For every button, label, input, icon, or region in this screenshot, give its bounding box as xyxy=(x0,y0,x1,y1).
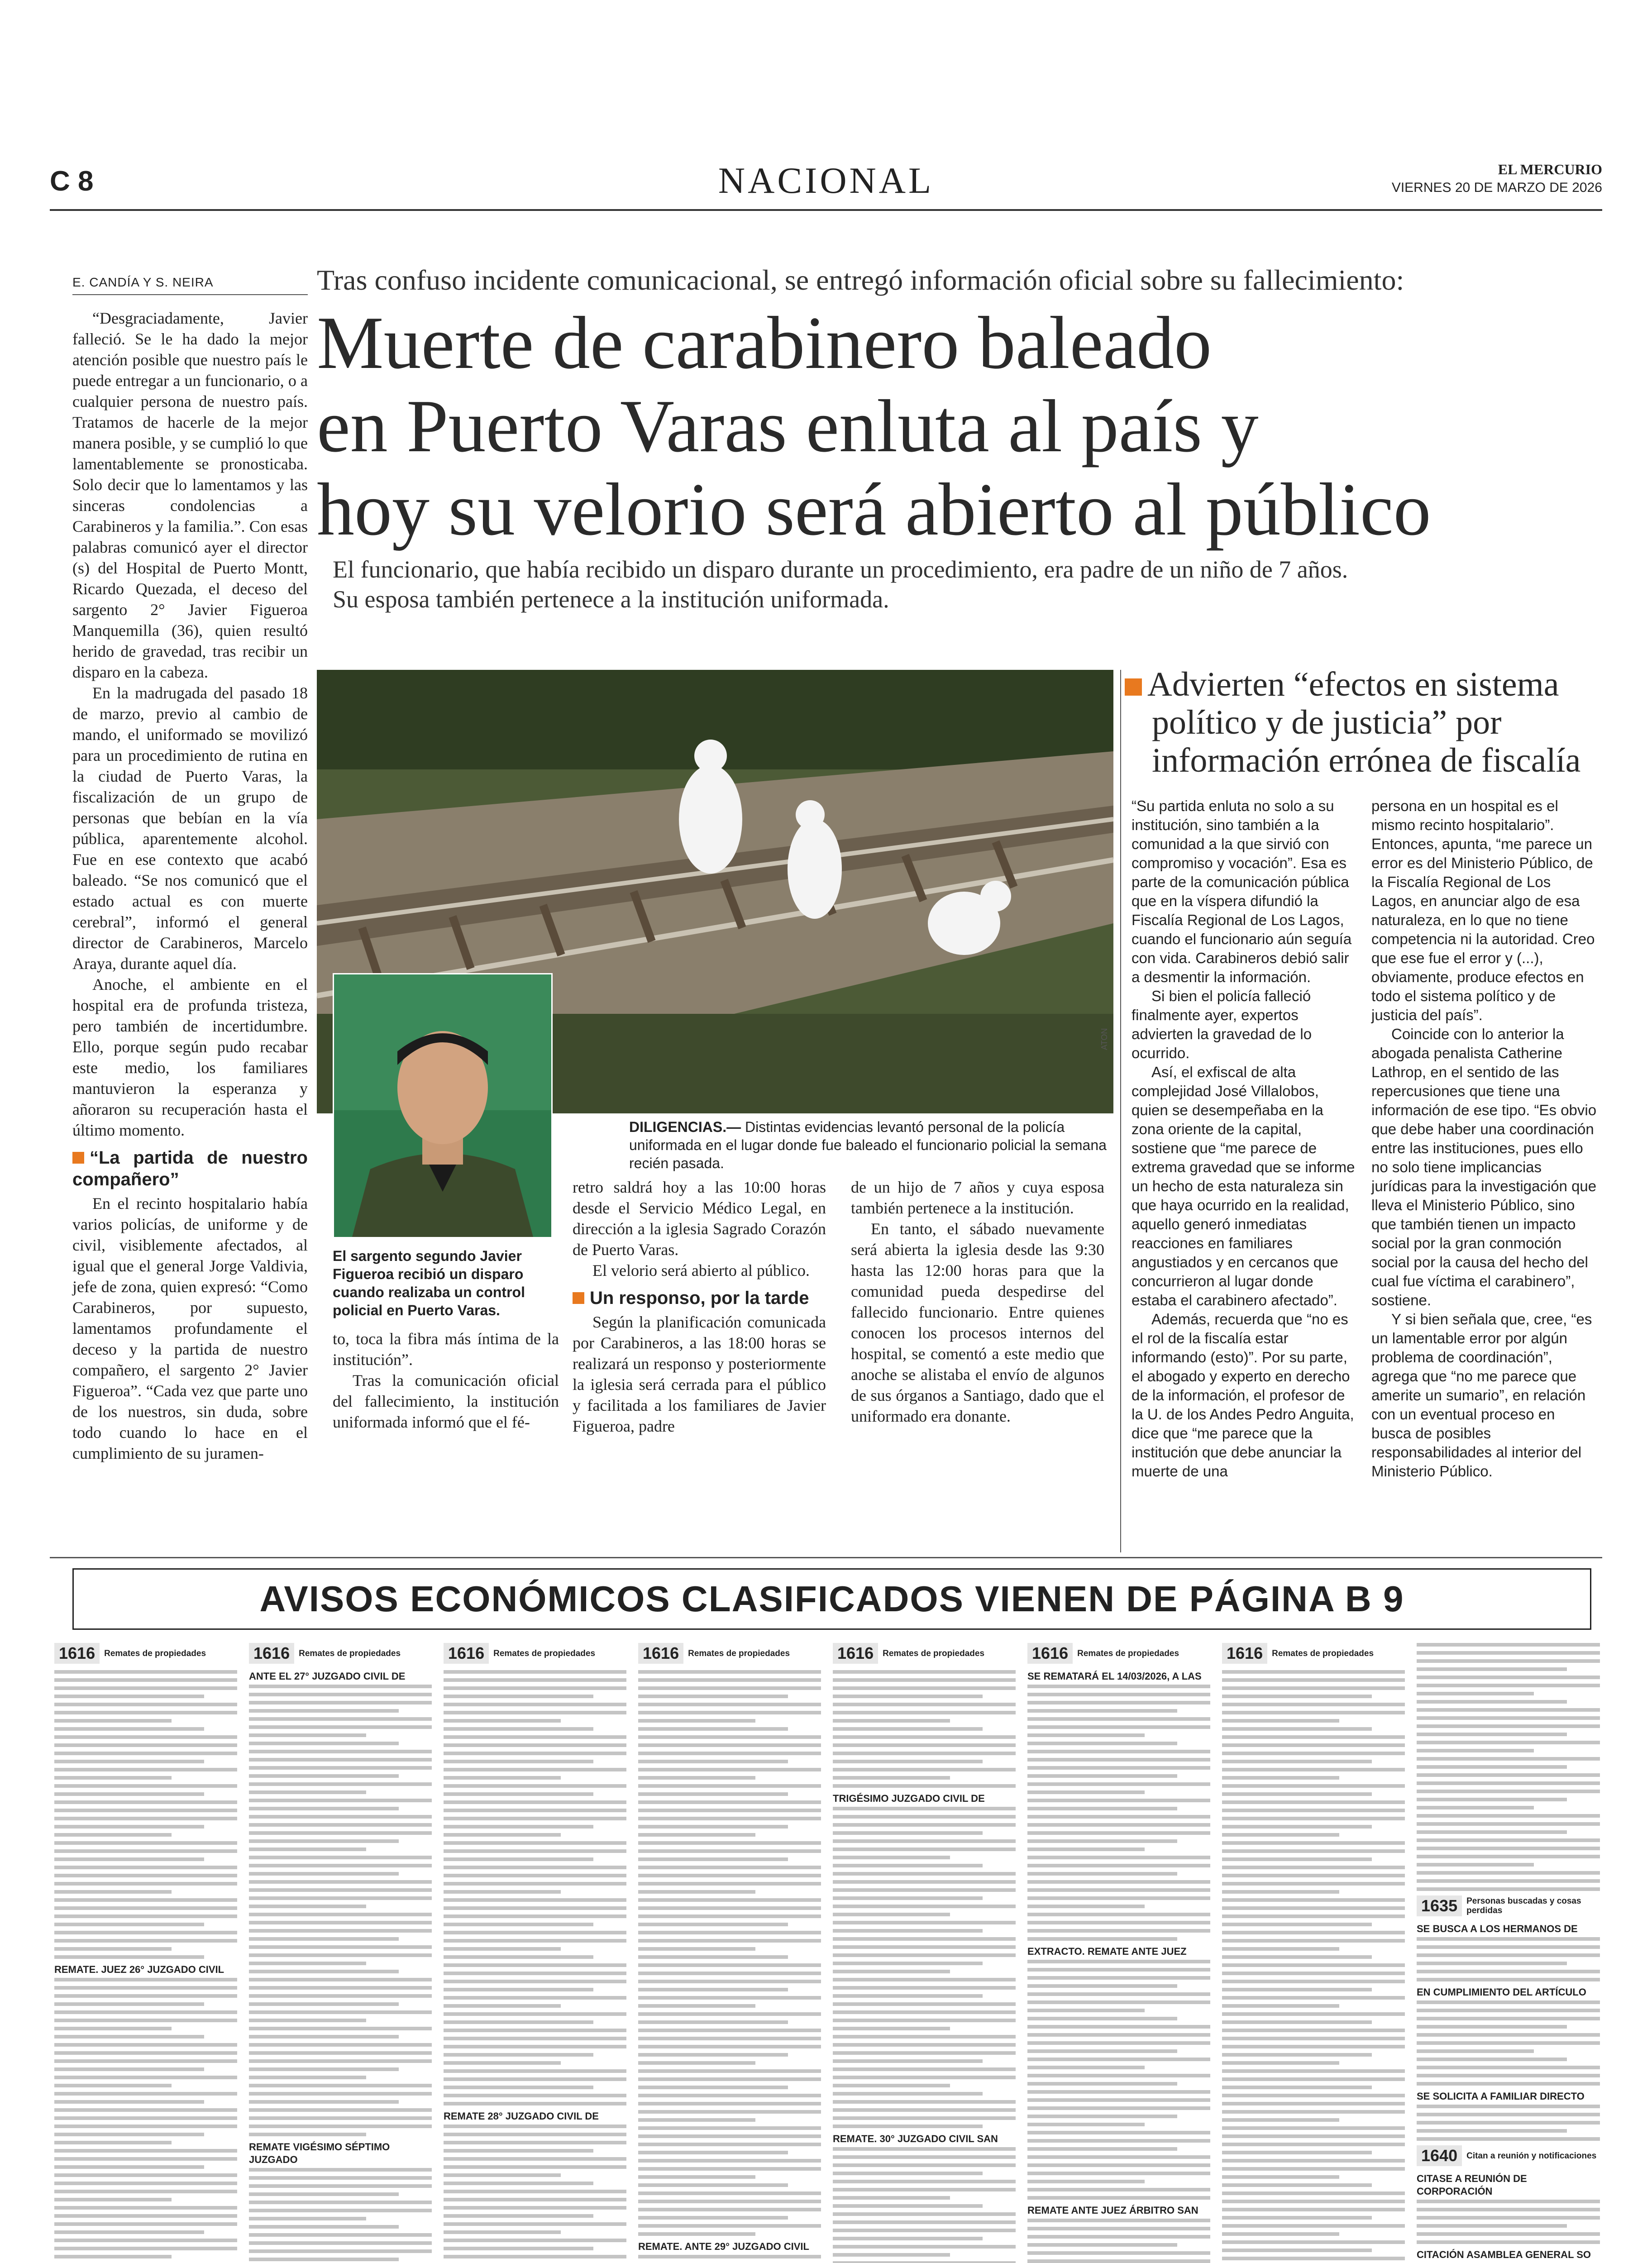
headline-line-1: Muerte de carabinero baleado xyxy=(317,301,1212,384)
category-header: 1640 Citan a reunión y notificaciones xyxy=(1417,2145,1600,2166)
category-header: 1616 Remates de propiedades xyxy=(833,1643,1016,1664)
caption-text: Distintas evidencias levantó personal de la policía uniformada en el lugar donde fue baleado el funcionario policial la semana recién pasada. xyxy=(629,1119,1107,1171)
paragraph: Según la planificación comunicada por Carabineros, a las 18:00 horas se realizará un responso y posteriormente la iglesia será cerrada para el público y facilitada a los familiares de Javier Figueroa, padre xyxy=(573,1313,826,1435)
classified-column xyxy=(54,1643,237,2263)
byline: E. CANDÍA Y S. NEIRA xyxy=(72,275,214,289)
orange-square-icon xyxy=(573,1292,584,1304)
deck-line-2: Su esposa también pertenece a la institución uniformada. xyxy=(333,586,889,613)
paragraph: “Desgraciadamente, Javier falleció. Se le ha dado la mejor atención posible que nuestro país le puede entregar a un funcionario, o a cualquier persona de nuestro país. Tratamos de hacerle de la mejor manera posible, y se cumplió lo que lamentablemente se pronosticaba. Solo decir que lo lamentamos y las sinceras condolencias a Carabineros y la familia.”. Con esas palabras comunicó ayer el director (s) del Hospital de Puerto Montt, Ricardo Quezada, el deceso del sargento 2° Javier Figueroa Manquemilla (36), quien resultó herido de gravedad, tras recibir un disparo en la cabeza. xyxy=(72,309,308,681)
article-bottom-rule xyxy=(50,1557,1602,1558)
sidebar-column-b xyxy=(1371,797,1598,1481)
category-header: 1616 Remates de propiedades xyxy=(1027,1643,1210,1664)
classified-text-block xyxy=(1027,1685,1210,1941)
classified-text-block xyxy=(249,1685,432,2136)
photo-caption xyxy=(629,1118,1109,1172)
classified-column-last xyxy=(1417,1643,1600,2263)
classified-entry-title: SE REMATARÁ EL 14/03/2026, A LAS xyxy=(1027,1671,1202,1682)
classified-entry-title: EXTRACTO. REMATE ANTE JUEZ xyxy=(1027,1946,1187,1957)
section-title: NACIONAL xyxy=(718,160,934,201)
paragraph: Anoche, el ambiente en el hospital era de profunda tristeza, pero también de incertidumbre. Ello, porque según pudo recabar este medio, los familiares mantuvieron la esperanza y añoraron su recuperación hasta el último momento. xyxy=(72,975,308,1139)
article-headline xyxy=(317,301,1431,551)
article-deck xyxy=(333,554,1348,614)
orange-square-icon xyxy=(72,1152,84,1164)
classified-text-block xyxy=(444,2125,626,2263)
classified-entry-title: CITASE A REUNIÓN DE CORPORACIÓN xyxy=(1417,2173,1527,2197)
classified-text-block xyxy=(1027,1960,1210,2200)
classified-entry-title: REMATE. 30° JUZGADO CIVIL SAN xyxy=(833,2133,998,2144)
classified-text-block xyxy=(1027,2219,1210,2263)
classified-text-block xyxy=(638,2255,821,2263)
newspaper-name: EL MERCURIO xyxy=(1498,161,1602,177)
paragraph: En tanto, el sábado nuevamente será abierta la iglesia desde las 9:30 hasta las 12:00 horas para que la comunidad pueda despedirse del fallecido funcionario. Entre quienes conocen los procesos internos del hospital, se comentó a este medio que anoche se alistaba el envío de algunos de sus órganos a Santiago, dado que el uniformado era donante. xyxy=(851,1220,1104,1425)
category-header: 1616 Remates de propiedades xyxy=(54,1643,237,1664)
category-header: 1616 Remates de propiedades xyxy=(1222,1643,1405,1664)
photo-credit: ATON xyxy=(1100,1028,1109,1050)
classified-text-block xyxy=(1417,1937,1600,1981)
classified-text-block xyxy=(1417,2200,1600,2244)
paragraph: persona en un hospital es el mismo recinto hospitalario”. Entonces, apunta, “me parece un error es del Ministerio Público, de la Fiscalía Regional de Los Lagos, en anunciar algo de esa naturaleza, en lo que no tiene competencia ni la autoridad. Creo que ese fue el error y (...), obviamente, produce efectos en todo el sistema político y de justicia del país”. xyxy=(1371,797,1595,1023)
paragraph: Así, el exfiscal de alta complejidad José Villalobos, quien se desempeñaba en la zona oriente de la capital, sostiene que “me parece de extrema gravedad que se informe un hecho de esta naturaleza sin que haya ocurrido en la realidad, aquello generó inmediatas reacciones en familiares angustiados y en cercanos que concurrieron al lugar donde estaba el carabinero afectado”. xyxy=(1132,1064,1355,1308)
classified-text-block xyxy=(638,1670,821,2236)
paragraph: Coincide con lo anterior la abogada penalista Catherine Lathrop, en el sentido de las repercusiones que tiene una información de ese tipo. “Es obvio que debe haber una coordinación entre las instituciones, pues ello no solo tiene implicancias jurídicas para la investigación que lleva el Ministerio Público, sino que también tienen un impacto social por la gran conmoción social por la causa del hecho del cual fue víctima el carabinero”, sostiene. xyxy=(1371,1026,1597,1308)
article-column-1 xyxy=(72,308,308,1548)
classified-entry-title: REMATE. ANTE 29° JUZGADO CIVIL xyxy=(638,2241,809,2252)
paragraph: El velorio será abierto al público. xyxy=(592,1261,810,1280)
orange-square-icon xyxy=(1125,678,1142,696)
headline-line-2: en Puerto Varas enluta al país y xyxy=(317,384,1259,468)
sidebar-divider xyxy=(1120,670,1121,1552)
classified-text-block xyxy=(1417,2000,1600,2086)
headline-line-3: hoy su velorio será abierto al público xyxy=(317,468,1431,551)
category-header: 1635 Personas buscadas y cosas perdidas xyxy=(1417,1895,1600,1916)
subheading: “La partida de nuestro compañero” xyxy=(72,1148,308,1189)
article-column-3 xyxy=(573,1177,826,1437)
category-header: 1616 Remates de propiedades xyxy=(249,1643,432,1664)
portrait-caption: El sargento segundo Javier Figueroa recibió un disparo cuando realizaba un control policial en Puerto Varas. xyxy=(333,1248,525,1318)
sidebar-column-a xyxy=(1132,797,1358,1481)
classified-text-block xyxy=(833,1807,1016,2128)
article-column-2 xyxy=(333,1328,559,1432)
paragraph: “Su partida enluta no solo a su institución, sino también a la comunidad a la que sirvió con compromiso y vocación”. Esa es parte de la comunicación pública que en la víspera difundió la Fiscalía Regional de Los Lagos, cuando el funcionario aún seguía con vida. Carabineros debió salir a desmentir la información. xyxy=(1132,797,1352,985)
classified-column xyxy=(638,1643,821,2263)
classified-entry-title: REMATE 28° JUZGADO CIVIL DE xyxy=(444,2110,599,2122)
sidebar-headline: Advierten “efectos en sistema político y de justicia” por información errónea de fiscalía xyxy=(1152,665,1595,779)
classified-entry-title: REMATE VIGÉSIMO SÉPTIMO JUZGADO xyxy=(249,2141,390,2165)
article-kicker: Tras confuso incidente comunicacional, se entregó información oficial sobre su fallecimiento: xyxy=(317,264,1404,296)
classified-column xyxy=(1027,1643,1210,2263)
classified-entry-title: TRIGÉSIMO JUZGADO CIVIL DE xyxy=(833,1793,985,1804)
classified-text-block xyxy=(54,1978,237,2263)
classified-text-block xyxy=(249,2168,432,2263)
subheading: Un responso, por la tarde xyxy=(573,1287,826,1309)
caption-label: DILIGENCIAS.— xyxy=(629,1119,741,1135)
portrait-photo xyxy=(333,973,553,1238)
paragraph: Además, recuerda que “no es el rol de la fiscalía estar informando (esto)”. Por su parte, el abogado y experto en derecho de la información, el profesor de la U. de los Andes Pedro Anguita, dice que “me parece que la institución que debe anunciar la muerte de una xyxy=(1132,1311,1354,1480)
classified-text-block xyxy=(1417,1643,1600,1891)
issue-date: VIERNES 20 DE MARZO DE 2026 xyxy=(1391,180,1602,195)
classified-text-block xyxy=(444,1670,626,2105)
classified-entry-title: REMATE. JUEZ 26° JUZGADO CIVIL xyxy=(54,1964,224,1975)
paragraph: to, toca la fibra más íntima de la institución”. xyxy=(333,1330,559,1369)
paragraph: En la madrugada del pasado 18 de marzo, previo al cambio de mando, el uniformado se movilizó para un procedimiento de rutina en la ciudad de Puerto Varas, la fiscalización de un grupo de personas que bebían en la vía pública, aparentemente alcohol. Fue en ese contexto que acabó baleado. “Se nos comunicó que el estado actual es con muerte cerebral”, informó el general director de Carabineros, Marcelo Araya, durante aquel día. xyxy=(72,684,308,973)
category-header: 1616 Remates de propiedades xyxy=(638,1643,821,1664)
classified-text-block xyxy=(833,2147,1016,2263)
page-number: C 8 xyxy=(50,166,94,197)
article-column-4 xyxy=(851,1177,1104,1427)
paragraph: Tras la comunicación oficial del fallecimiento, la institución uniformada informó que el fé- xyxy=(333,1371,559,1431)
classifieds-banner xyxy=(72,1568,1591,1630)
classified-text-block xyxy=(1222,1670,1405,2263)
classified-column xyxy=(1222,1643,1405,2263)
classified-column xyxy=(444,1643,626,2263)
classified-text-block xyxy=(54,1670,237,1959)
classified-text-block xyxy=(833,1670,1016,1788)
paragraph: Y si bien señala que, cree, “es un lamentable error por algún problema de coordinación”, agrega que “no me parece que amerite un sumario”, en relación con un eventual proceso en busca de posibles responsabilidades al interior del Ministerio Público. xyxy=(1371,1311,1592,1480)
paragraph: retro saldrá hoy a las 10:00 horas desde el Servicio Médico Legal, en dirección a la iglesia Sagrado Corazón de Puerto Varas. xyxy=(573,1178,826,1259)
deck-line-1: El funcionario, que había recibido un disparo durante un procedimiento, era padre de un niño de 7 años. xyxy=(333,556,1348,583)
classified-column xyxy=(833,1643,1016,2263)
classifieds-banner-text: AVISOS ECONÓMICOS CLASIFICADOS VIENEN DE PÁGINA B 9 xyxy=(259,1579,1404,1619)
paragraph: En el recinto hospitalario había varios policías, de uniforme y de civil, visiblemente afectados, al igual que el general Jorge Valdivia, jefe de zona, quien expresó: “Como Carabineros, por supuesto, lamentamos profundamente el deceso y la partida de nuestro compañero, el sargento 2° Javier Figueroa”. “Cada vez que parte uno de los nuestros, sin duda, sobre todo cuando lo hace en el cumplimiento de su juramen- xyxy=(72,1194,308,1462)
classified-entry-title: ANTE EL 27° JUZGADO CIVIL DE xyxy=(249,1671,406,1682)
classified-entry-title: CITACIÓN ASAMBLEA GENERAL SO xyxy=(1417,2249,1591,2260)
officer-portrait-image xyxy=(334,974,551,1237)
classified-column xyxy=(249,1643,432,2263)
classified-entry-title: SE BUSCA A LOS HERMANOS DE xyxy=(1417,1923,1578,1934)
masthead-rule xyxy=(50,209,1602,211)
classified-entry-title: EN CUMPLIMIENTO DEL ARTÍCULO xyxy=(1417,1986,1586,1998)
category-header: 1616 Remates de propiedades xyxy=(444,1643,626,1664)
paragraph: Si bien el policía falleció finalmente ayer, expertos advierten la gravedad de lo ocurrido. xyxy=(1132,988,1312,1061)
byline-rule xyxy=(72,294,308,295)
classified-entry-title: SE SOLICITA A FAMILIAR DIRECTO xyxy=(1417,2091,1585,2102)
classified-text-block xyxy=(1417,2105,1600,2141)
paragraph: de un hijo de 7 años y cuya esposa también pertenece a la institución. xyxy=(851,1178,1104,1217)
classified-entry-title: REMATE ANTE JUEZ ÁRBITRO SAN xyxy=(1027,2205,1198,2216)
